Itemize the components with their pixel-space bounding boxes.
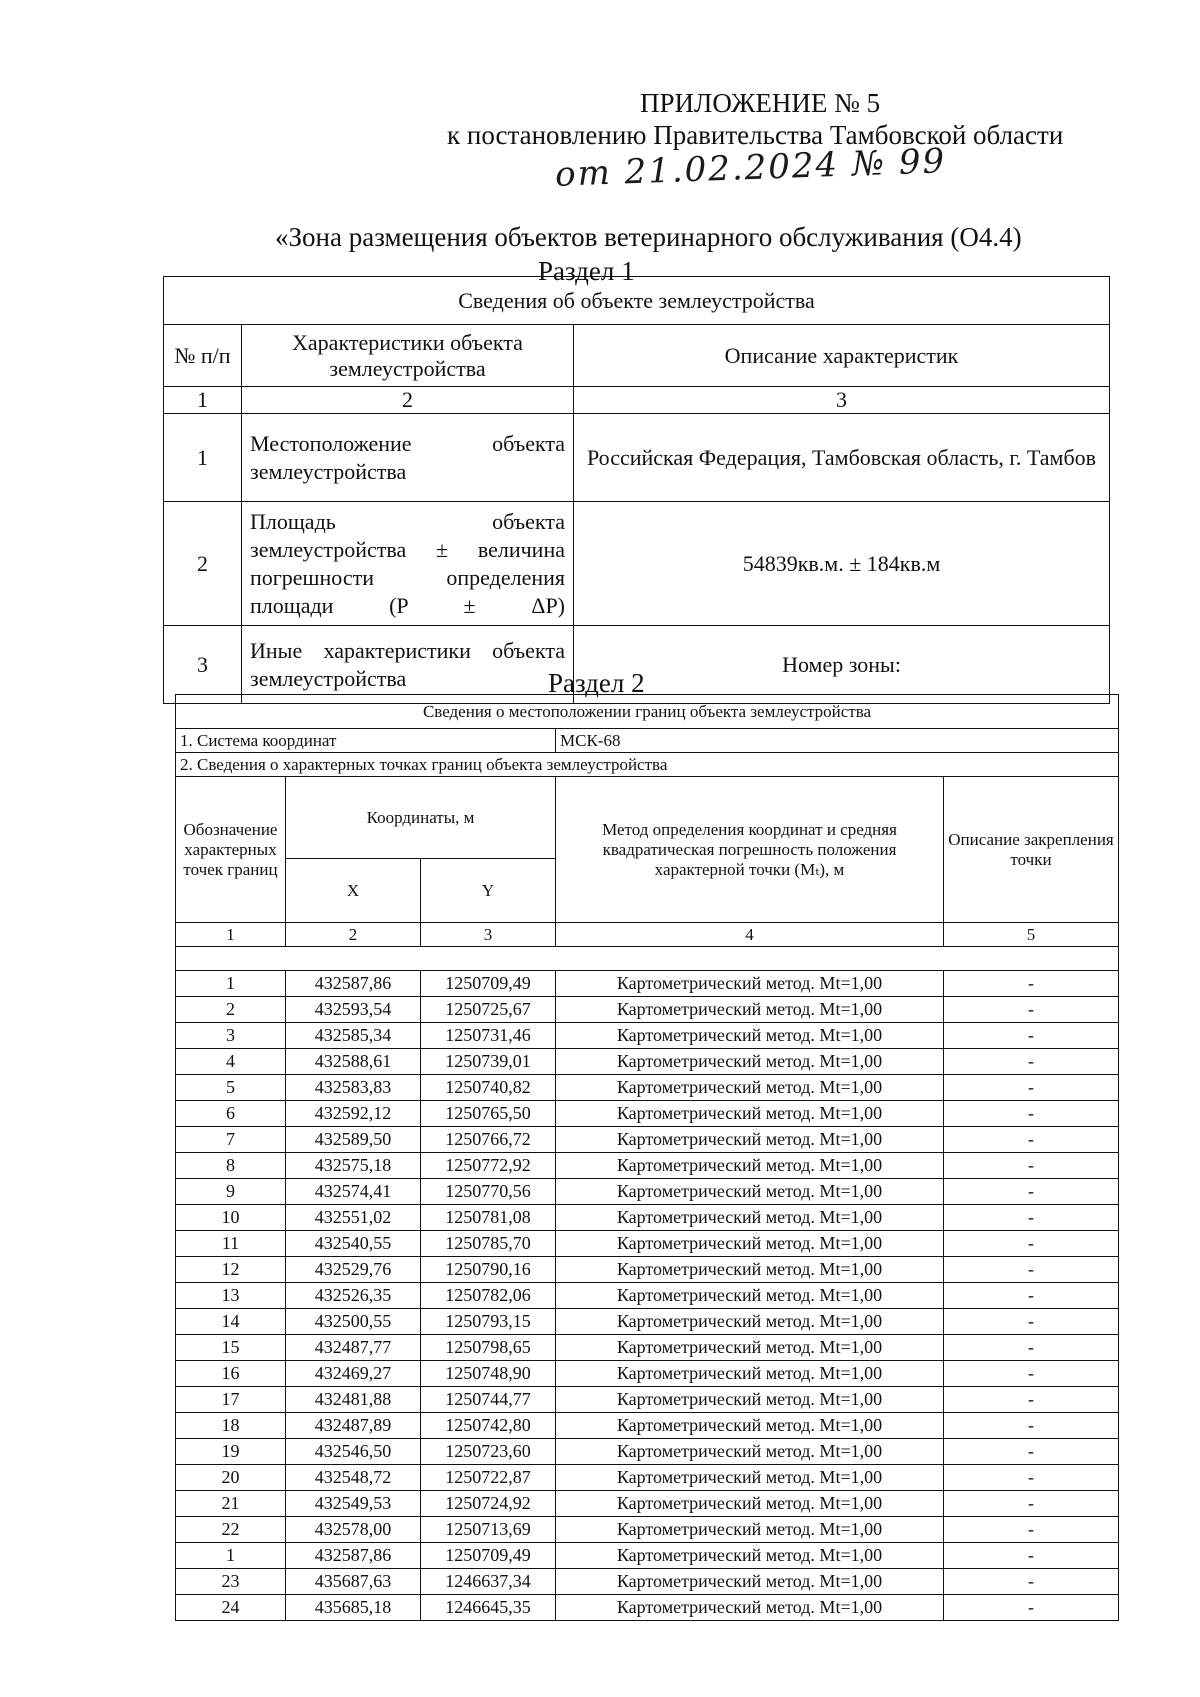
table-row (176, 1023, 1119, 1049)
point-number: 6 (176, 1101, 286, 1127)
table-title: Сведения об объекте землеустройства (164, 277, 1110, 325)
coord-x: 432549,53 (286, 1491, 421, 1517)
coord-x: 432574,41 (286, 1179, 421, 1205)
coord-x: 432540,55 (286, 1231, 421, 1257)
point-number: 2 (176, 997, 286, 1023)
coord-y: 1250782,06 (421, 1283, 556, 1309)
coord-x: 432487,89 (286, 1413, 421, 1439)
method: Картометрический метод. Mt=1,00 (556, 1127, 944, 1153)
col-header-fixing: Описание закрепления точки (944, 777, 1119, 923)
coord-y: 1250793,15 (421, 1309, 556, 1335)
coord-y: 1250748,90 (421, 1361, 556, 1387)
point-number: 13 (176, 1283, 286, 1309)
coord-y: 1250785,70 (421, 1231, 556, 1257)
point-number: 5 (176, 1075, 286, 1101)
table-row (176, 1049, 1119, 1075)
col-header-x: X (286, 859, 421, 923)
fixing: - (944, 1413, 1119, 1439)
point-number: 1 (176, 971, 286, 997)
coord-x: 432575,18 (286, 1153, 421, 1179)
col-header-method: Метод определения координат и средняя квадратическая погрешность положения характерной точки (Mₜ), м (556, 777, 944, 923)
fixing: - (944, 1075, 1119, 1101)
table-row (176, 1491, 1119, 1517)
table-row (176, 1257, 1119, 1283)
coord-x: 432546,50 (286, 1439, 421, 1465)
coord-y: 1250766,72 (421, 1127, 556, 1153)
fixing: - (944, 1231, 1119, 1257)
handwritten-date-number: от 21.02.2024 № 99 (554, 141, 947, 195)
method: Картометрический метод. Mt=1,00 (556, 1257, 944, 1283)
fixing: - (944, 1491, 1119, 1517)
coord-y: 1246645,35 (421, 1595, 556, 1621)
method: Картометрический метод. Mt=1,00 (556, 1075, 944, 1101)
coord-y: 1246637,34 (421, 1569, 556, 1595)
table-row (176, 1335, 1119, 1361)
col-number: 1 (164, 387, 242, 414)
characteristic-value: 54839кв.м. ± 184кв.м (574, 502, 1110, 626)
method: Картометрический метод. Mt=1,00 (556, 1309, 944, 1335)
empty-separator-row (176, 947, 1119, 971)
table-row (176, 1231, 1119, 1257)
method: Картометрический метод. Mt=1,00 (556, 1231, 944, 1257)
row-number: 3 (164, 626, 242, 704)
coord-x: 432548,72 (286, 1465, 421, 1491)
table-row (176, 1595, 1119, 1621)
coord-x: 435687,63 (286, 1569, 421, 1595)
coord-y: 1250770,56 (421, 1179, 556, 1205)
point-number: 14 (176, 1309, 286, 1335)
appendix-title: ПРИЛОЖЕНИЕ № 5 (640, 88, 881, 118)
coord-x: 432583,83 (286, 1075, 421, 1101)
point-number: 17 (176, 1387, 286, 1413)
method: Картометрический метод. Mt=1,00 (556, 1387, 944, 1413)
section1-title: Раздел 1 (538, 256, 635, 286)
point-number: 19 (176, 1439, 286, 1465)
coord-y: 1250724,92 (421, 1491, 556, 1517)
coord-x: 432588,61 (286, 1049, 421, 1075)
point-number: 1 (176, 1543, 286, 1569)
coord-x: 432593,54 (286, 997, 421, 1023)
table-row (176, 1387, 1119, 1413)
method: Картометрический метод. Mt=1,00 (556, 1283, 944, 1309)
characteristic-value: Номер зоны: (574, 626, 1110, 704)
table-row (176, 997, 1119, 1023)
col-header-designation: Обозначение характерных точек границ (176, 777, 286, 923)
table-row (176, 1179, 1119, 1205)
table-row (176, 1205, 1119, 1231)
characteristic-name: Площадь объекта землеустройства ± величина погрешности определения площади (P ± ΔP) (242, 502, 574, 626)
coord-y: 1250723,60 (421, 1439, 556, 1465)
col-number: 4 (556, 923, 944, 947)
table-row (176, 1465, 1119, 1491)
zone-title: «Зона размещения объектов ветеринарного обслуживания (О4.4) (275, 222, 1022, 252)
table-row (176, 1413, 1119, 1439)
characteristic-value: Российская Федерация, Тамбовская область, г. Тамбов (574, 414, 1110, 502)
fixing: - (944, 1023, 1119, 1049)
coord-x: 432526,35 (286, 1283, 421, 1309)
point-number: 15 (176, 1335, 286, 1361)
point-number: 18 (176, 1413, 286, 1439)
col-number: 3 (421, 923, 556, 947)
method: Картометрический метод. Mt=1,00 (556, 1101, 944, 1127)
method: Картометрический метод. Mt=1,00 (556, 1179, 944, 1205)
table-row (176, 1101, 1119, 1127)
coord-y: 1250722,87 (421, 1465, 556, 1491)
fixing: - (944, 971, 1119, 997)
table-row (176, 1127, 1119, 1153)
col-header-coords: Координаты, м (286, 777, 556, 859)
fixing: - (944, 1257, 1119, 1283)
point-number: 23 (176, 1569, 286, 1595)
point-number: 7 (176, 1127, 286, 1153)
fixing: - (944, 1309, 1119, 1335)
coord-y: 1250798,65 (421, 1335, 556, 1361)
boundary-points-table (175, 694, 1119, 1621)
method: Картометрический метод. Mt=1,00 (556, 1595, 944, 1621)
point-number: 10 (176, 1205, 286, 1231)
coord-y: 1250781,08 (421, 1205, 556, 1231)
fixing: - (944, 1205, 1119, 1231)
row-number: 1 (164, 414, 242, 502)
fixing: - (944, 1595, 1119, 1621)
point-number: 21 (176, 1491, 286, 1517)
fixing: - (944, 1517, 1119, 1543)
coord-x: 432592,12 (286, 1101, 421, 1127)
col-number: 5 (944, 923, 1119, 947)
method: Картометрический метод. Mt=1,00 (556, 1153, 944, 1179)
coord-y: 1250709,49 (421, 971, 556, 997)
col-number: 1 (176, 923, 286, 947)
fixing: - (944, 1465, 1119, 1491)
coord-y: 1250739,01 (421, 1049, 556, 1075)
method: Картометрический метод. Mt=1,00 (556, 1205, 944, 1231)
table-row (176, 1283, 1119, 1309)
point-number: 22 (176, 1517, 286, 1543)
resolution-line: к постановлению Правительства Тамбовской области (447, 120, 1064, 150)
coord-system-label: 1. Система координат (176, 729, 556, 753)
table-row (176, 1361, 1119, 1387)
method: Картометрический метод. Mt=1,00 (556, 1335, 944, 1361)
section2-title: Раздел 2 (548, 668, 645, 698)
col-header: Описание характеристик (574, 325, 1110, 387)
point-number: 20 (176, 1465, 286, 1491)
fixing: - (944, 1101, 1119, 1127)
characteristic-name: Местоположение объекта землеустройства (242, 414, 574, 502)
coord-x: 432589,50 (286, 1127, 421, 1153)
coord-system-value: МСК-68 (556, 729, 1119, 753)
method: Картометрический метод. Mt=1,00 (556, 1023, 944, 1049)
method: Картометрический метод. Mt=1,00 (556, 1569, 944, 1595)
col-number: 3 (574, 387, 1110, 414)
coord-y: 1250765,50 (421, 1101, 556, 1127)
coord-x: 432529,76 (286, 1257, 421, 1283)
coord-x: 432487,77 (286, 1335, 421, 1361)
method: Картометрический метод. Mt=1,00 (556, 1465, 944, 1491)
coord-y: 1250772,92 (421, 1153, 556, 1179)
col-number: 2 (286, 923, 421, 947)
coord-x: 432500,55 (286, 1309, 421, 1335)
fixing: - (944, 1283, 1119, 1309)
method: Картометрический метод. Mt=1,00 (556, 1439, 944, 1465)
col-header: № п/п (164, 325, 242, 387)
table-row (176, 971, 1119, 997)
coord-x: 432587,86 (286, 1543, 421, 1569)
method: Картометрический метод. Mt=1,00 (556, 997, 944, 1023)
point-number: 12 (176, 1257, 286, 1283)
fixing: - (944, 1153, 1119, 1179)
coord-x: 432585,34 (286, 1023, 421, 1049)
characteristic-name: Иные характеристики объекта землеустройства (242, 626, 574, 704)
row-number: 2 (164, 502, 242, 626)
coord-y: 1250725,67 (421, 997, 556, 1023)
coord-x: 432481,88 (286, 1387, 421, 1413)
table-row (176, 1543, 1119, 1569)
col-header: Характеристики объекта землеустройства (242, 325, 574, 387)
coord-x: 432578,00 (286, 1517, 421, 1543)
method: Картометрический метод. Mt=1,00 (556, 971, 944, 997)
coord-y: 1250740,82 (421, 1075, 556, 1101)
point-number: 16 (176, 1361, 286, 1387)
coord-x: 432587,86 (286, 971, 421, 997)
coord-x: 432551,02 (286, 1205, 421, 1231)
fixing: - (944, 1569, 1119, 1595)
method: Картометрический метод. Mt=1,00 (556, 1049, 944, 1075)
point-number: 4 (176, 1049, 286, 1075)
coord-y: 1250713,69 (421, 1517, 556, 1543)
table-title: Сведения о местоположении границ объекта землеустройства (176, 695, 1119, 729)
fixing: - (944, 997, 1119, 1023)
fixing: - (944, 1439, 1119, 1465)
fixing: - (944, 1543, 1119, 1569)
fixing: - (944, 1335, 1119, 1361)
method: Картометрический метод. Mt=1,00 (556, 1517, 944, 1543)
coord-y: 1250742,80 (421, 1413, 556, 1439)
table-row (176, 1569, 1119, 1595)
point-number: 8 (176, 1153, 286, 1179)
points-body (176, 971, 1119, 1621)
points-title: 2. Сведения о характерных точках границ объекта землеустройства (176, 753, 1119, 777)
coord-y: 1250744,77 (421, 1387, 556, 1413)
fixing: - (944, 1049, 1119, 1075)
table-row (164, 414, 1110, 502)
coord-y: 1250709,49 (421, 1543, 556, 1569)
col-header-y: Y (421, 859, 556, 923)
land-object-info-table (163, 276, 1110, 704)
method: Картометрический метод. Mt=1,00 (556, 1413, 944, 1439)
table-row (176, 1153, 1119, 1179)
table-row (176, 1309, 1119, 1335)
point-number: 24 (176, 1595, 286, 1621)
coord-x: 432469,27 (286, 1361, 421, 1387)
table-row (176, 1075, 1119, 1101)
fixing: - (944, 1127, 1119, 1153)
fixing: - (944, 1387, 1119, 1413)
point-number: 3 (176, 1023, 286, 1049)
coord-y: 1250790,16 (421, 1257, 556, 1283)
table-row (164, 502, 1110, 626)
table-row (176, 1517, 1119, 1543)
point-number: 11 (176, 1231, 286, 1257)
point-number: 9 (176, 1179, 286, 1205)
method: Картометрический метод. Mt=1,00 (556, 1361, 944, 1387)
fixing: - (944, 1179, 1119, 1205)
coord-x: 435685,18 (286, 1595, 421, 1621)
method: Картометрический метод. Mt=1,00 (556, 1491, 944, 1517)
col-number: 2 (242, 387, 574, 414)
table-row (176, 1439, 1119, 1465)
coord-y: 1250731,46 (421, 1023, 556, 1049)
fixing: - (944, 1361, 1119, 1387)
method: Картометрический метод. Mt=1,00 (556, 1543, 944, 1569)
